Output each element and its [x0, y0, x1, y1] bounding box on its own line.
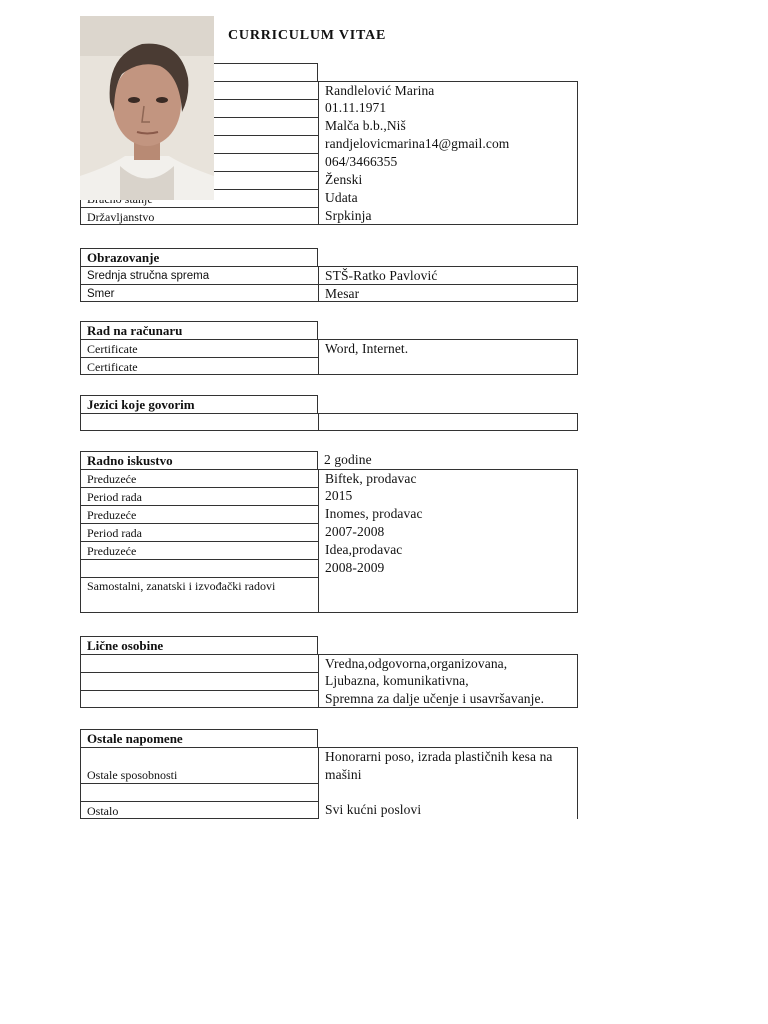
- value-cell: [318, 357, 578, 375]
- trait-value: Spremna za dalje učenje i usavršavanje.: [318, 690, 578, 708]
- major: Mesar: [318, 284, 578, 302]
- period-value: 2008-2009: [318, 559, 578, 577]
- education-table: [80, 248, 578, 302]
- certificate-label: Certificate: [80, 357, 318, 375]
- education-header: Obrazovanje: [80, 248, 318, 266]
- phone: 064/3466355: [318, 153, 578, 171]
- document-title: CURRICULUM VITAE: [228, 28, 387, 43]
- company-value: Inomes, prodavac: [318, 505, 578, 523]
- education-level-label: Srednja stručna sprema: [80, 266, 318, 284]
- label-cell: [80, 654, 318, 672]
- birth-date: 01.11.1971: [318, 99, 578, 117]
- label-cell: [80, 672, 318, 690]
- other-skills-value: Honorarni poso, izrada plastičnih kesa na mašini: [318, 747, 578, 783]
- company-value: Idea,prodavac: [318, 541, 578, 559]
- major-label: Smer: [80, 284, 318, 302]
- trait-value: Ljubazna, komunikativna,: [318, 672, 578, 690]
- full-name: Randlelović Marina: [318, 81, 578, 99]
- profile-photo: [80, 16, 214, 200]
- value-cell: [318, 321, 578, 339]
- address: Malča b.b.,Niš: [318, 117, 578, 135]
- other-skills-label: Ostale sposobnosti: [80, 747, 318, 783]
- period-value: 2007-2008: [318, 523, 578, 541]
- label-cell: [80, 690, 318, 708]
- other-header: Ostale napomene: [80, 729, 318, 747]
- citizenship-label: Državljanstvo: [80, 207, 318, 225]
- certificate-label: Certificate: [80, 339, 318, 357]
- company-value: Biftek, prodavac: [318, 469, 578, 487]
- marital-status: Udata: [318, 189, 578, 207]
- value-cell: [318, 636, 578, 654]
- other-label: Ostalo: [80, 801, 318, 819]
- gender: Ženski: [318, 171, 578, 189]
- personal-traits-table: [80, 636, 578, 708]
- work-header: Radno iskustvo: [80, 451, 318, 469]
- email: randjelovicmarina14@gmail.com: [318, 135, 578, 153]
- school-name: STŠ-Ratko Pavlović: [318, 266, 578, 284]
- label-cell: [80, 413, 318, 431]
- languages-table: [80, 395, 578, 431]
- period-label: Period rada: [80, 523, 318, 541]
- label-cell: [80, 559, 318, 577]
- work-experience-table: [80, 451, 578, 613]
- value-cell: [318, 63, 578, 81]
- value-cell: [318, 413, 578, 431]
- value-cell: [318, 577, 578, 613]
- label-cell: [80, 783, 318, 801]
- period-value: 2015: [318, 487, 578, 505]
- languages-header: Jezici koje govorim: [80, 395, 318, 413]
- other-value: Svi kućni poslovi: [318, 801, 578, 819]
- work-duration: 2 godine: [324, 452, 372, 467]
- company-label: Preduzeće: [80, 541, 318, 559]
- value-cell: [318, 783, 578, 801]
- freelance-label: Samostalni, zanatski i izvođački radovi: [80, 577, 318, 613]
- computer-header: Rad na računaru: [80, 321, 318, 339]
- period-label: Period rada: [80, 487, 318, 505]
- other-notes-table: [80, 729, 578, 819]
- value-cell: [318, 248, 578, 266]
- citizenship: Srpkinja: [318, 207, 578, 225]
- computer-skills-table: [80, 321, 578, 375]
- value-cell: [318, 395, 578, 413]
- traits-header: Lične osobine: [80, 636, 318, 654]
- portrait-image: [80, 16, 214, 200]
- computer-skills: Word, Internet.: [318, 339, 578, 357]
- company-label: Preduzeće: [80, 469, 318, 487]
- company-label: Preduzeće: [80, 505, 318, 523]
- value-cell: [318, 729, 578, 747]
- trait-value: Vredna,odgovorna,organizovana,: [318, 654, 578, 672]
